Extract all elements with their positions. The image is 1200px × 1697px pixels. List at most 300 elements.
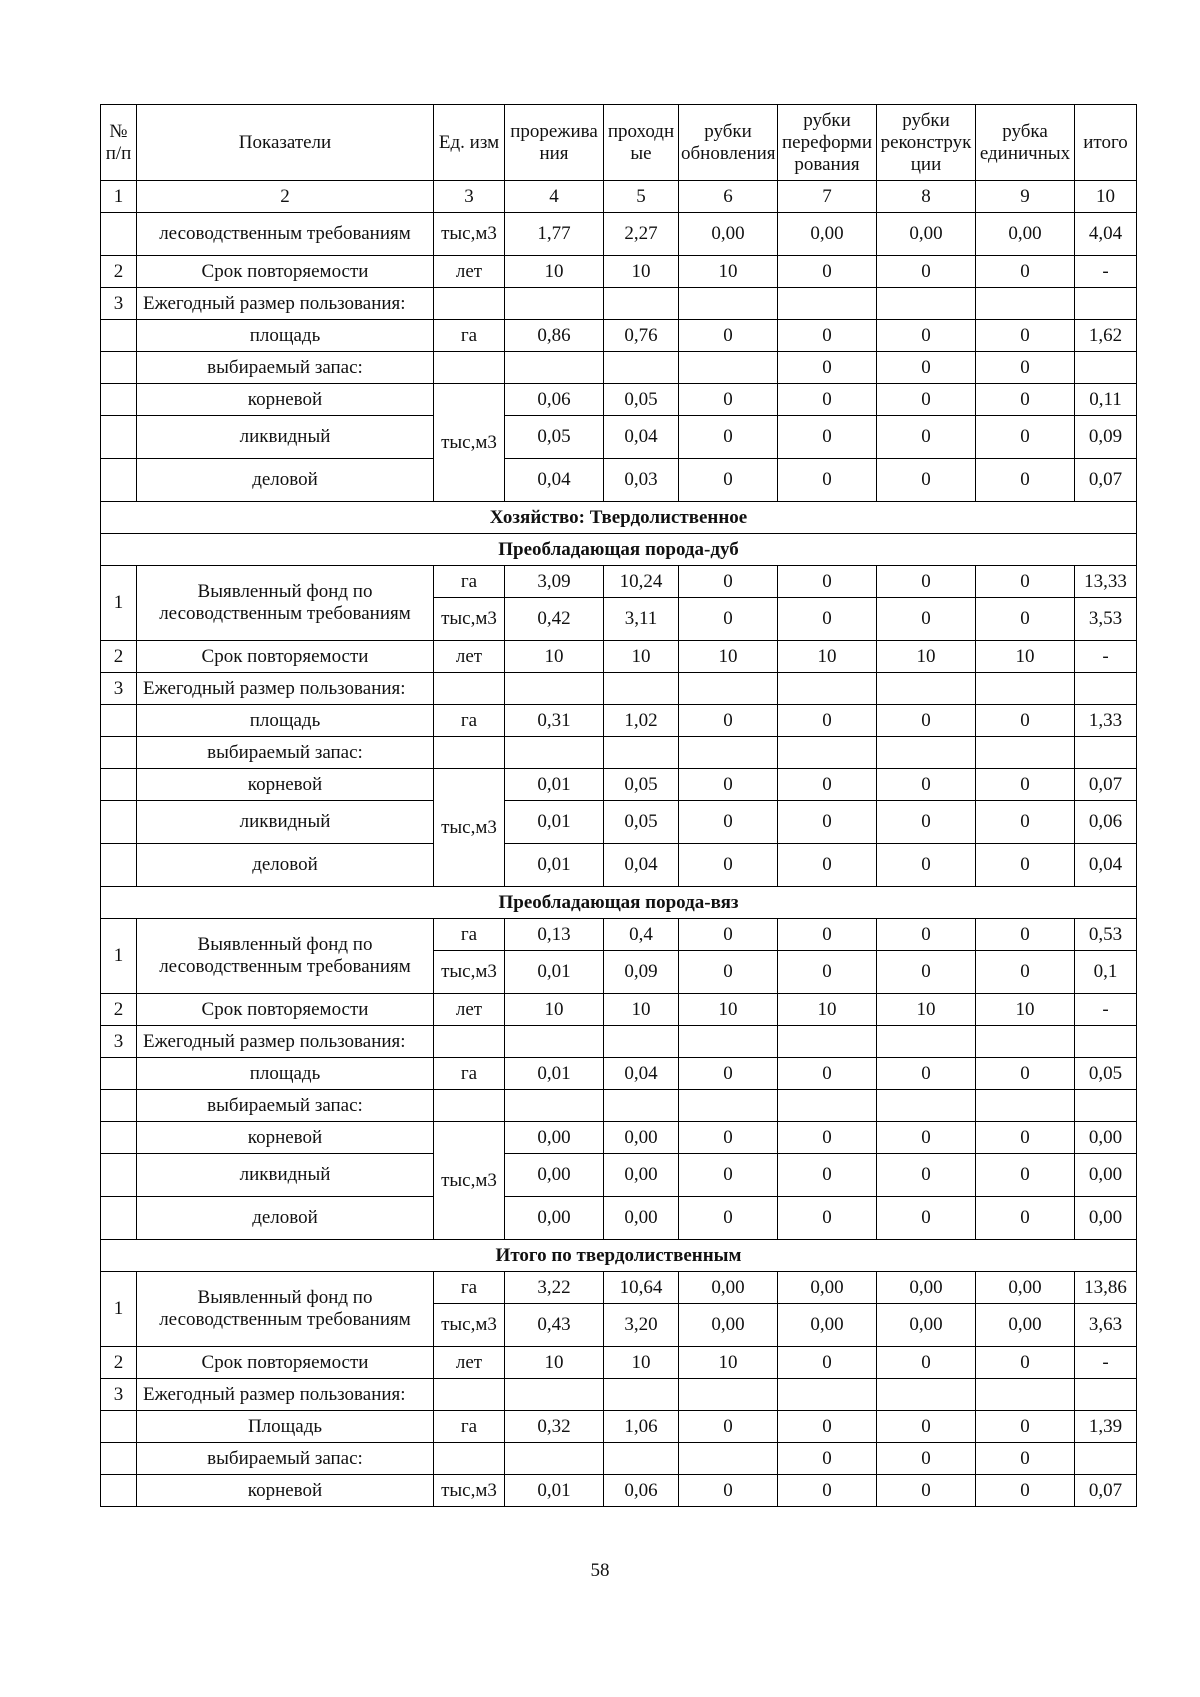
column-number: 10 (1075, 181, 1137, 213)
value-cell: 0,00 (877, 1304, 976, 1347)
value-cell: 0,00 (877, 213, 976, 256)
table-row (101, 801, 1137, 844)
header-cell: рубки реконструк ции (877, 105, 976, 181)
value-cell: 0 (877, 1197, 976, 1240)
empty-cell (505, 1443, 604, 1475)
value-cell: 0 (679, 384, 778, 416)
empty-cell (877, 1090, 976, 1122)
table-row (101, 641, 1137, 673)
indicator-label: деловой (137, 844, 434, 887)
value-cell: 0 (976, 705, 1075, 737)
value-cell: 0,04 (505, 459, 604, 502)
value-cell: 0,05 (604, 801, 679, 844)
value-cell: 0 (976, 256, 1075, 288)
value-cell: 10 (679, 994, 778, 1026)
value-cell: 0,01 (505, 769, 604, 801)
value-cell: 3,09 (505, 566, 604, 598)
indicator-label: Выявленный фонд по лесоводственным требованиям (137, 1272, 434, 1347)
empty-cell (434, 737, 505, 769)
value-cell: 0,09 (1075, 416, 1137, 459)
column-number: 5 (604, 181, 679, 213)
value-cell: 0,00 (976, 1304, 1075, 1347)
value-cell: 0 (679, 1475, 778, 1507)
value-cell: 0 (877, 1443, 976, 1475)
value-cell: 0 (679, 416, 778, 459)
value-cell: 0 (976, 384, 1075, 416)
value-cell: 0 (778, 1154, 877, 1197)
unit-cell: га (434, 1272, 505, 1304)
empty-cell (976, 288, 1075, 320)
indicator-label: ликвидный (137, 416, 434, 459)
value-cell: 0,07 (1075, 459, 1137, 502)
value-cell: 0 (778, 951, 877, 994)
value-cell: 0,11 (1075, 384, 1137, 416)
unit-cell: тыс,м3 (434, 598, 505, 641)
empty-cell (434, 1026, 505, 1058)
empty-cell (679, 1443, 778, 1475)
value-cell: 3,22 (505, 1272, 604, 1304)
empty-cell (604, 1443, 679, 1475)
value-cell: 0,32 (505, 1411, 604, 1443)
unit-cell: тыс,м3 (434, 1475, 505, 1507)
empty-cell (679, 1026, 778, 1058)
empty-cell (101, 1197, 137, 1240)
indicator-label: Ежегодный размер пользования: (137, 1026, 434, 1058)
value-cell: 10 (679, 256, 778, 288)
unit-cell: тыс,м3 (434, 213, 505, 256)
empty-cell (778, 1090, 877, 1122)
table-row (101, 256, 1137, 288)
indicator-label: корневой (137, 769, 434, 801)
value-cell: 0 (778, 1411, 877, 1443)
value-cell: 0,00 (1075, 1197, 1137, 1240)
value-cell: 0,00 (778, 213, 877, 256)
empty-cell (101, 1154, 137, 1197)
empty-cell (101, 769, 137, 801)
empty-cell (1075, 352, 1137, 384)
value-cell: 0 (877, 1122, 976, 1154)
empty-cell (877, 288, 976, 320)
indicator-label: Ежегодный размер пользования: (137, 288, 434, 320)
row-number: 2 (101, 1347, 137, 1379)
value-cell: 0 (778, 459, 877, 502)
empty-cell (604, 1026, 679, 1058)
empty-cell (604, 352, 679, 384)
table-row (101, 769, 1137, 801)
empty-cell (505, 1379, 604, 1411)
table-row (101, 320, 1137, 352)
value-cell: 0,00 (679, 213, 778, 256)
value-cell: 0 (778, 1058, 877, 1090)
empty-cell (101, 1443, 137, 1475)
indicator-label: корневой (137, 1122, 434, 1154)
column-number: 7 (778, 181, 877, 213)
value-cell: 0 (679, 1122, 778, 1154)
value-cell: 10 (604, 256, 679, 288)
unit-cell: тыс,м3 (434, 1122, 505, 1240)
empty-cell (505, 1026, 604, 1058)
unit-cell: га (434, 705, 505, 737)
empty-cell (679, 352, 778, 384)
table-row (101, 1026, 1137, 1058)
column-number-row (101, 181, 1137, 213)
value-cell: 0 (976, 1122, 1075, 1154)
empty-cell (679, 737, 778, 769)
indicator-label: Срок повторяемости (137, 256, 434, 288)
value-cell: 0,05 (1075, 1058, 1137, 1090)
empty-cell (434, 673, 505, 705)
indicator-label: выбираемый запас: (137, 1443, 434, 1475)
empty-cell (434, 1443, 505, 1475)
header-cell: прорежива ния (505, 105, 604, 181)
empty-cell (101, 1122, 137, 1154)
value-cell: 3,53 (1075, 598, 1137, 641)
empty-cell (778, 288, 877, 320)
table-row (101, 213, 1137, 256)
value-cell: 0 (679, 459, 778, 502)
value-cell: 0 (778, 769, 877, 801)
empty-cell (505, 288, 604, 320)
value-cell: 0 (778, 598, 877, 641)
value-cell: 0 (976, 1197, 1075, 1240)
value-cell: 10 (778, 641, 877, 673)
value-cell: 1,02 (604, 705, 679, 737)
row-number: 2 (101, 994, 137, 1026)
value-cell: 0 (679, 320, 778, 352)
row-number: 3 (101, 1026, 137, 1058)
empty-cell (679, 673, 778, 705)
header-cell: рубка единичных (976, 105, 1075, 181)
empty-cell (976, 737, 1075, 769)
empty-cell (976, 1026, 1075, 1058)
unit-cell: лет (434, 256, 505, 288)
value-cell: 0,00 (1075, 1154, 1137, 1197)
value-cell: 0 (976, 769, 1075, 801)
value-cell: 10 (505, 641, 604, 673)
column-number: 8 (877, 181, 976, 213)
value-cell: 0,00 (505, 1154, 604, 1197)
value-cell: 0,01 (505, 1475, 604, 1507)
value-cell: 0,00 (604, 1197, 679, 1240)
value-cell: 0,00 (679, 1304, 778, 1347)
empty-cell (101, 705, 137, 737)
value-cell: 0 (877, 705, 976, 737)
unit-cell: тыс,м3 (434, 1304, 505, 1347)
row-number: 1 (101, 919, 137, 994)
empty-cell (101, 459, 137, 502)
empty-cell (877, 1026, 976, 1058)
value-cell: 0,00 (604, 1154, 679, 1197)
value-cell: 0 (877, 416, 976, 459)
table-row (101, 1347, 1137, 1379)
empty-cell (1075, 1090, 1137, 1122)
value-cell: 0 (976, 801, 1075, 844)
value-cell: 0,00 (1075, 1122, 1137, 1154)
value-cell: 0,05 (604, 769, 679, 801)
value-cell: 10 (505, 994, 604, 1026)
empty-cell (976, 1379, 1075, 1411)
value-cell: 0,42 (505, 598, 604, 641)
empty-cell (101, 801, 137, 844)
value-cell: 0 (778, 320, 877, 352)
empty-cell (101, 1475, 137, 1507)
value-cell: 0 (877, 1411, 976, 1443)
value-cell: 0 (877, 1058, 976, 1090)
value-cell: 0 (679, 919, 778, 951)
value-cell: 0 (976, 1411, 1075, 1443)
unit-cell: лет (434, 994, 505, 1026)
value-cell: 0 (778, 566, 877, 598)
empty-cell (1075, 288, 1137, 320)
value-cell: 0,53 (1075, 919, 1137, 951)
value-cell: 10 (604, 1347, 679, 1379)
header-row (101, 105, 1137, 181)
empty-cell (778, 1379, 877, 1411)
value-cell: 0,01 (505, 951, 604, 994)
empty-cell (434, 1379, 505, 1411)
indicator-label: Срок повторяемости (137, 1347, 434, 1379)
value-cell: 0 (877, 919, 976, 951)
value-cell: 10,64 (604, 1272, 679, 1304)
value-cell: 0,00 (604, 1122, 679, 1154)
row-number: 3 (101, 288, 137, 320)
empty-cell (434, 1090, 505, 1122)
table-row (101, 994, 1137, 1026)
value-cell: 0 (778, 1197, 877, 1240)
value-cell: 10 (604, 994, 679, 1026)
value-cell: 13,33 (1075, 566, 1137, 598)
unit-cell: га (434, 320, 505, 352)
value-cell: 0 (679, 598, 778, 641)
value-cell: 0 (976, 1475, 1075, 1507)
indicator-label: Срок повторяемости (137, 641, 434, 673)
value-cell: 4,04 (1075, 213, 1137, 256)
empty-cell (101, 416, 137, 459)
value-cell: 10 (877, 641, 976, 673)
empty-cell (604, 673, 679, 705)
value-cell: 10 (604, 641, 679, 673)
value-cell: 0,07 (1075, 769, 1137, 801)
value-cell: 0,04 (604, 1058, 679, 1090)
indicator-label: корневой (137, 384, 434, 416)
value-cell: 0 (976, 459, 1075, 502)
table-row (101, 352, 1137, 384)
value-cell: 0,43 (505, 1304, 604, 1347)
value-cell: 0 (679, 1197, 778, 1240)
empty-cell (778, 673, 877, 705)
row-number: 2 (101, 256, 137, 288)
value-cell: 0 (877, 320, 976, 352)
value-cell: 1,39 (1075, 1411, 1137, 1443)
indicator-label: ликвидный (137, 801, 434, 844)
empty-cell (1075, 1379, 1137, 1411)
section-row (101, 887, 1137, 919)
value-cell: 0 (877, 951, 976, 994)
table-body (101, 105, 1137, 1507)
column-number: 9 (976, 181, 1075, 213)
empty-cell (604, 737, 679, 769)
value-cell: 0 (877, 1154, 976, 1197)
value-cell: 0,1 (1075, 951, 1137, 994)
value-cell: 0,04 (604, 416, 679, 459)
indicator-label: выбираемый запас: (137, 737, 434, 769)
value-cell: 1,33 (1075, 705, 1137, 737)
empty-cell (1075, 1443, 1137, 1475)
value-cell: 0 (778, 416, 877, 459)
table-row (101, 737, 1137, 769)
indicator-label: площадь (137, 1058, 434, 1090)
empty-cell (976, 673, 1075, 705)
indicator-label: деловой (137, 1197, 434, 1240)
value-cell: 0,00 (877, 1272, 976, 1304)
section-row (101, 1240, 1137, 1272)
value-cell: 0,06 (604, 1475, 679, 1507)
value-cell: 0 (877, 598, 976, 641)
value-cell: 10 (679, 641, 778, 673)
value-cell: 0 (877, 352, 976, 384)
value-cell: 0,04 (604, 844, 679, 887)
value-cell: 10 (505, 1347, 604, 1379)
value-cell: 0,86 (505, 320, 604, 352)
table-row (101, 566, 1137, 598)
value-cell: 1,62 (1075, 320, 1137, 352)
table-row (101, 673, 1137, 705)
value-cell: 0 (976, 1058, 1075, 1090)
value-cell: 0 (778, 919, 877, 951)
indicator-label: Площадь (137, 1411, 434, 1443)
value-cell: 0,01 (505, 1058, 604, 1090)
row-number: 3 (101, 1379, 137, 1411)
empty-cell (877, 673, 976, 705)
value-cell: 0,00 (505, 1197, 604, 1240)
row-number: 3 (101, 673, 137, 705)
value-cell: 0 (877, 801, 976, 844)
page-number: 58 (590, 1560, 610, 1581)
column-number: 4 (505, 181, 604, 213)
table-row (101, 705, 1137, 737)
value-cell: - (1075, 1347, 1137, 1379)
empty-cell (101, 737, 137, 769)
header-cell: итого (1075, 105, 1137, 181)
indicator-label: выбираемый запас: (137, 1090, 434, 1122)
indicator-label: лесоводственным требованиям (137, 213, 434, 256)
empty-cell (976, 1090, 1075, 1122)
row-number: 2 (101, 641, 137, 673)
indicator-label: площадь (137, 320, 434, 352)
value-cell: 10 (877, 994, 976, 1026)
unit-cell: га (434, 919, 505, 951)
empty-cell (877, 1379, 976, 1411)
empty-cell (101, 1058, 137, 1090)
value-cell: 0 (778, 705, 877, 737)
table-row (101, 1411, 1137, 1443)
unit-cell: га (434, 1411, 505, 1443)
value-cell: 3,11 (604, 598, 679, 641)
empty-cell (101, 844, 137, 887)
value-cell: 0,31 (505, 705, 604, 737)
value-cell: 0 (778, 1122, 877, 1154)
unit-cell: лет (434, 1347, 505, 1379)
table-row (101, 459, 1137, 502)
value-cell: 0 (877, 384, 976, 416)
value-cell: 0 (976, 566, 1075, 598)
value-cell: 3,20 (604, 1304, 679, 1347)
value-cell: 0,05 (604, 384, 679, 416)
value-cell: 0,06 (1075, 801, 1137, 844)
value-cell: 0 (679, 705, 778, 737)
empty-cell (1075, 673, 1137, 705)
value-cell: 0,00 (976, 1272, 1075, 1304)
indicator-label: Выявленный фонд по лесоводственным требованиям (137, 919, 434, 994)
column-number: 1 (101, 181, 137, 213)
value-cell: 0 (877, 566, 976, 598)
value-cell: 0 (778, 256, 877, 288)
value-cell: 0 (877, 769, 976, 801)
value-cell: 10 (778, 994, 877, 1026)
value-cell: 1,06 (604, 1411, 679, 1443)
header-cell: Ед. изм (434, 105, 505, 181)
empty-cell (101, 384, 137, 416)
value-cell: 0 (877, 1475, 976, 1507)
table-row (101, 1122, 1137, 1154)
value-cell: 2,27 (604, 213, 679, 256)
column-number: 2 (137, 181, 434, 213)
empty-cell (604, 288, 679, 320)
value-cell: 0,03 (604, 459, 679, 502)
value-cell: - (1075, 641, 1137, 673)
empty-cell (101, 320, 137, 352)
empty-cell (505, 737, 604, 769)
table-row (101, 1090, 1137, 1122)
empty-cell (604, 1090, 679, 1122)
table-row (101, 1379, 1137, 1411)
section-title: Хозяйство: Твердолиственное (101, 502, 1137, 534)
value-cell: 10 (679, 1347, 778, 1379)
table-row (101, 1197, 1137, 1240)
empty-cell (679, 288, 778, 320)
column-number: 3 (434, 181, 505, 213)
value-cell: 0,04 (1075, 844, 1137, 887)
empty-cell (505, 673, 604, 705)
empty-cell (877, 737, 976, 769)
table-row (101, 1475, 1137, 1507)
indicator-label: Выявленный фонд по лесоводственным требованиям (137, 566, 434, 641)
empty-cell (505, 1090, 604, 1122)
value-cell: 0 (976, 951, 1075, 994)
value-cell: 0 (877, 256, 976, 288)
value-cell: 0 (679, 951, 778, 994)
value-cell: 0 (778, 844, 877, 887)
section-row (101, 534, 1137, 566)
value-cell: 0,07 (1075, 1475, 1137, 1507)
value-cell: 10 (505, 256, 604, 288)
indicator-label: деловой (137, 459, 434, 502)
table-row (101, 1272, 1137, 1304)
value-cell: 0 (976, 320, 1075, 352)
value-cell: 0 (679, 801, 778, 844)
value-cell: 0 (877, 844, 976, 887)
row-number: 1 (101, 566, 137, 641)
table-row (101, 416, 1137, 459)
value-cell: 0 (679, 1411, 778, 1443)
empty-cell (434, 288, 505, 320)
value-cell: 0 (679, 844, 778, 887)
value-cell: 0,00 (778, 1272, 877, 1304)
value-cell: 0 (976, 1347, 1075, 1379)
section-title: Преобладающая порода-дуб (101, 534, 1137, 566)
empty-cell (434, 352, 505, 384)
value-cell: 0,4 (604, 919, 679, 951)
